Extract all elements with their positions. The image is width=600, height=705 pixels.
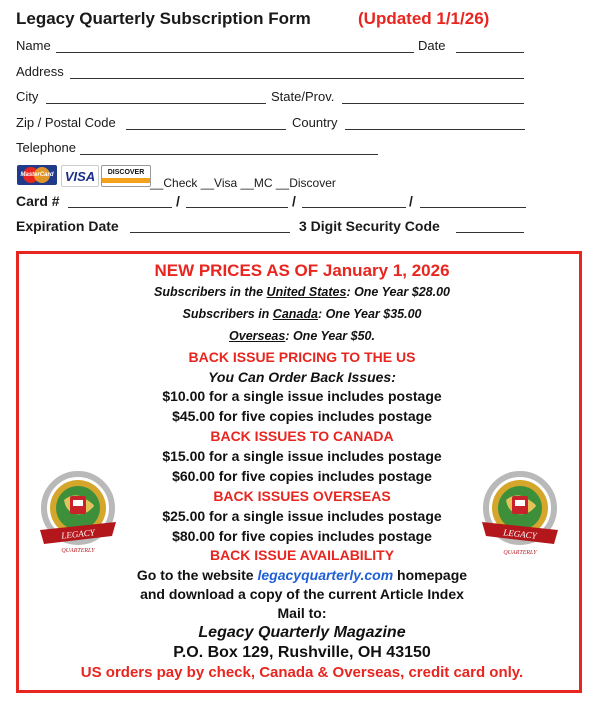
updated-date: (Updated 1/1/26) bbox=[358, 9, 490, 28]
back-overseas-title: BACK ISSUES OVERSEAS bbox=[213, 488, 391, 504]
address-row bbox=[16, 64, 586, 84]
back-us-single: $10.00 for a single issue includes postage bbox=[162, 388, 442, 404]
form-title: Legacy Quarterly Subscription Form bbox=[16, 9, 311, 28]
card-slash-2: / bbox=[292, 193, 296, 209]
card-slash-1: / bbox=[176, 193, 180, 209]
card-field-2[interactable] bbox=[186, 195, 288, 208]
zip-row bbox=[16, 115, 586, 135]
mastercard-logo: MasterCard bbox=[17, 165, 57, 185]
city-label: City bbox=[16, 89, 39, 104]
name-label: Name bbox=[16, 38, 51, 53]
expiration-row bbox=[16, 218, 586, 238]
back-overseas-single: $25.00 for a single issue includes postage bbox=[162, 508, 442, 524]
payment-options[interactable]: __Check __Visa __MC __Discover bbox=[150, 176, 336, 190]
pricing-headline: NEW PRICES AS OF January 1, 2026 bbox=[154, 261, 450, 280]
svg-text:LEGACY: LEGACY bbox=[502, 527, 538, 541]
svg-text:QUARTERLY: QUARTERLY bbox=[503, 550, 537, 556]
city-field[interactable] bbox=[46, 91, 266, 104]
card-slash-3: / bbox=[409, 193, 413, 209]
zip-label: Zip / Postal Code bbox=[16, 115, 116, 130]
name-row bbox=[16, 38, 586, 58]
back-canada-single: $15.00 for a single issue includes postage bbox=[162, 448, 442, 464]
seal-emblem-left bbox=[36, 470, 120, 560]
availability-line-1: Go to the website legacyquarterly.com homepage bbox=[136, 567, 468, 583]
availability-line-2: and download a copy of the current Article Index bbox=[140, 586, 464, 602]
security-label: 3 Digit Security Code bbox=[299, 218, 440, 234]
form-header bbox=[16, 9, 586, 33]
country-label: Country bbox=[292, 115, 338, 130]
legacy-seal-left bbox=[36, 470, 120, 560]
name-field[interactable] bbox=[56, 40, 414, 53]
seal-emblem-right bbox=[478, 470, 562, 560]
back-canada-title: BACK ISSUES TO CANADA bbox=[210, 428, 394, 444]
address-label: Address bbox=[16, 64, 64, 79]
telephone-row bbox=[16, 140, 586, 160]
card-label: Card # bbox=[16, 193, 60, 209]
card-field-4[interactable] bbox=[420, 195, 526, 208]
mail-to-label: Mail to: bbox=[277, 605, 327, 621]
expiration-field[interactable] bbox=[130, 220, 290, 233]
us-subscription: Subscribers in the United States: One Year $28.00 bbox=[154, 285, 450, 299]
svg-text:LEGACY: LEGACY bbox=[60, 527, 96, 541]
back-us-subtitle: You Can Order Back Issues: bbox=[208, 369, 396, 385]
discover-logo: DISCOVER bbox=[101, 165, 151, 187]
zip-field[interactable] bbox=[126, 117, 286, 130]
state-field[interactable] bbox=[342, 91, 524, 104]
visa-logo: VISA bbox=[61, 165, 99, 187]
expiration-label: Expiration Date bbox=[16, 218, 119, 234]
back-us-five: $45.00 for five copies includes postage bbox=[172, 408, 432, 424]
back-canada-five: $60.00 for five copies includes postage bbox=[172, 468, 432, 484]
website-link[interactable]: legacyquarterly.com bbox=[257, 567, 394, 583]
date-label: Date bbox=[418, 38, 446, 53]
telephone-field[interactable] bbox=[80, 142, 378, 155]
security-field[interactable] bbox=[456, 220, 524, 233]
mailing-address: P.O. Box 129, Rushville, OH 43150 bbox=[173, 644, 431, 661]
availability-title: BACK ISSUE AVAILABILITY bbox=[209, 547, 395, 563]
city-row bbox=[16, 89, 586, 109]
card-field-1[interactable] bbox=[68, 195, 172, 208]
svg-text:QUARTERLY: QUARTERLY bbox=[61, 548, 95, 554]
canada-subscription: Subscribers in Canada: One Year $35.00 bbox=[182, 307, 422, 321]
state-label: State/Prov. bbox=[271, 89, 335, 104]
overseas-subscription: Overseas: One Year $50. bbox=[229, 329, 375, 343]
magazine-name: Legacy Quarterly Magazine bbox=[198, 624, 406, 641]
address-field[interactable] bbox=[70, 66, 524, 79]
date-field[interactable] bbox=[456, 40, 524, 53]
back-overseas-five: $80.00 for five copies includes postage bbox=[172, 528, 432, 544]
country-field[interactable] bbox=[345, 117, 525, 130]
back-us-title: BACK ISSUE PRICING TO THE US bbox=[188, 349, 416, 365]
payment-note: US orders pay by check, Canada & Overseas, credit card only. bbox=[80, 664, 524, 681]
telephone-label: Telephone bbox=[16, 140, 76, 155]
legacy-seal-right bbox=[478, 470, 562, 560]
card-row bbox=[16, 193, 586, 213]
card-field-3[interactable] bbox=[302, 195, 406, 208]
